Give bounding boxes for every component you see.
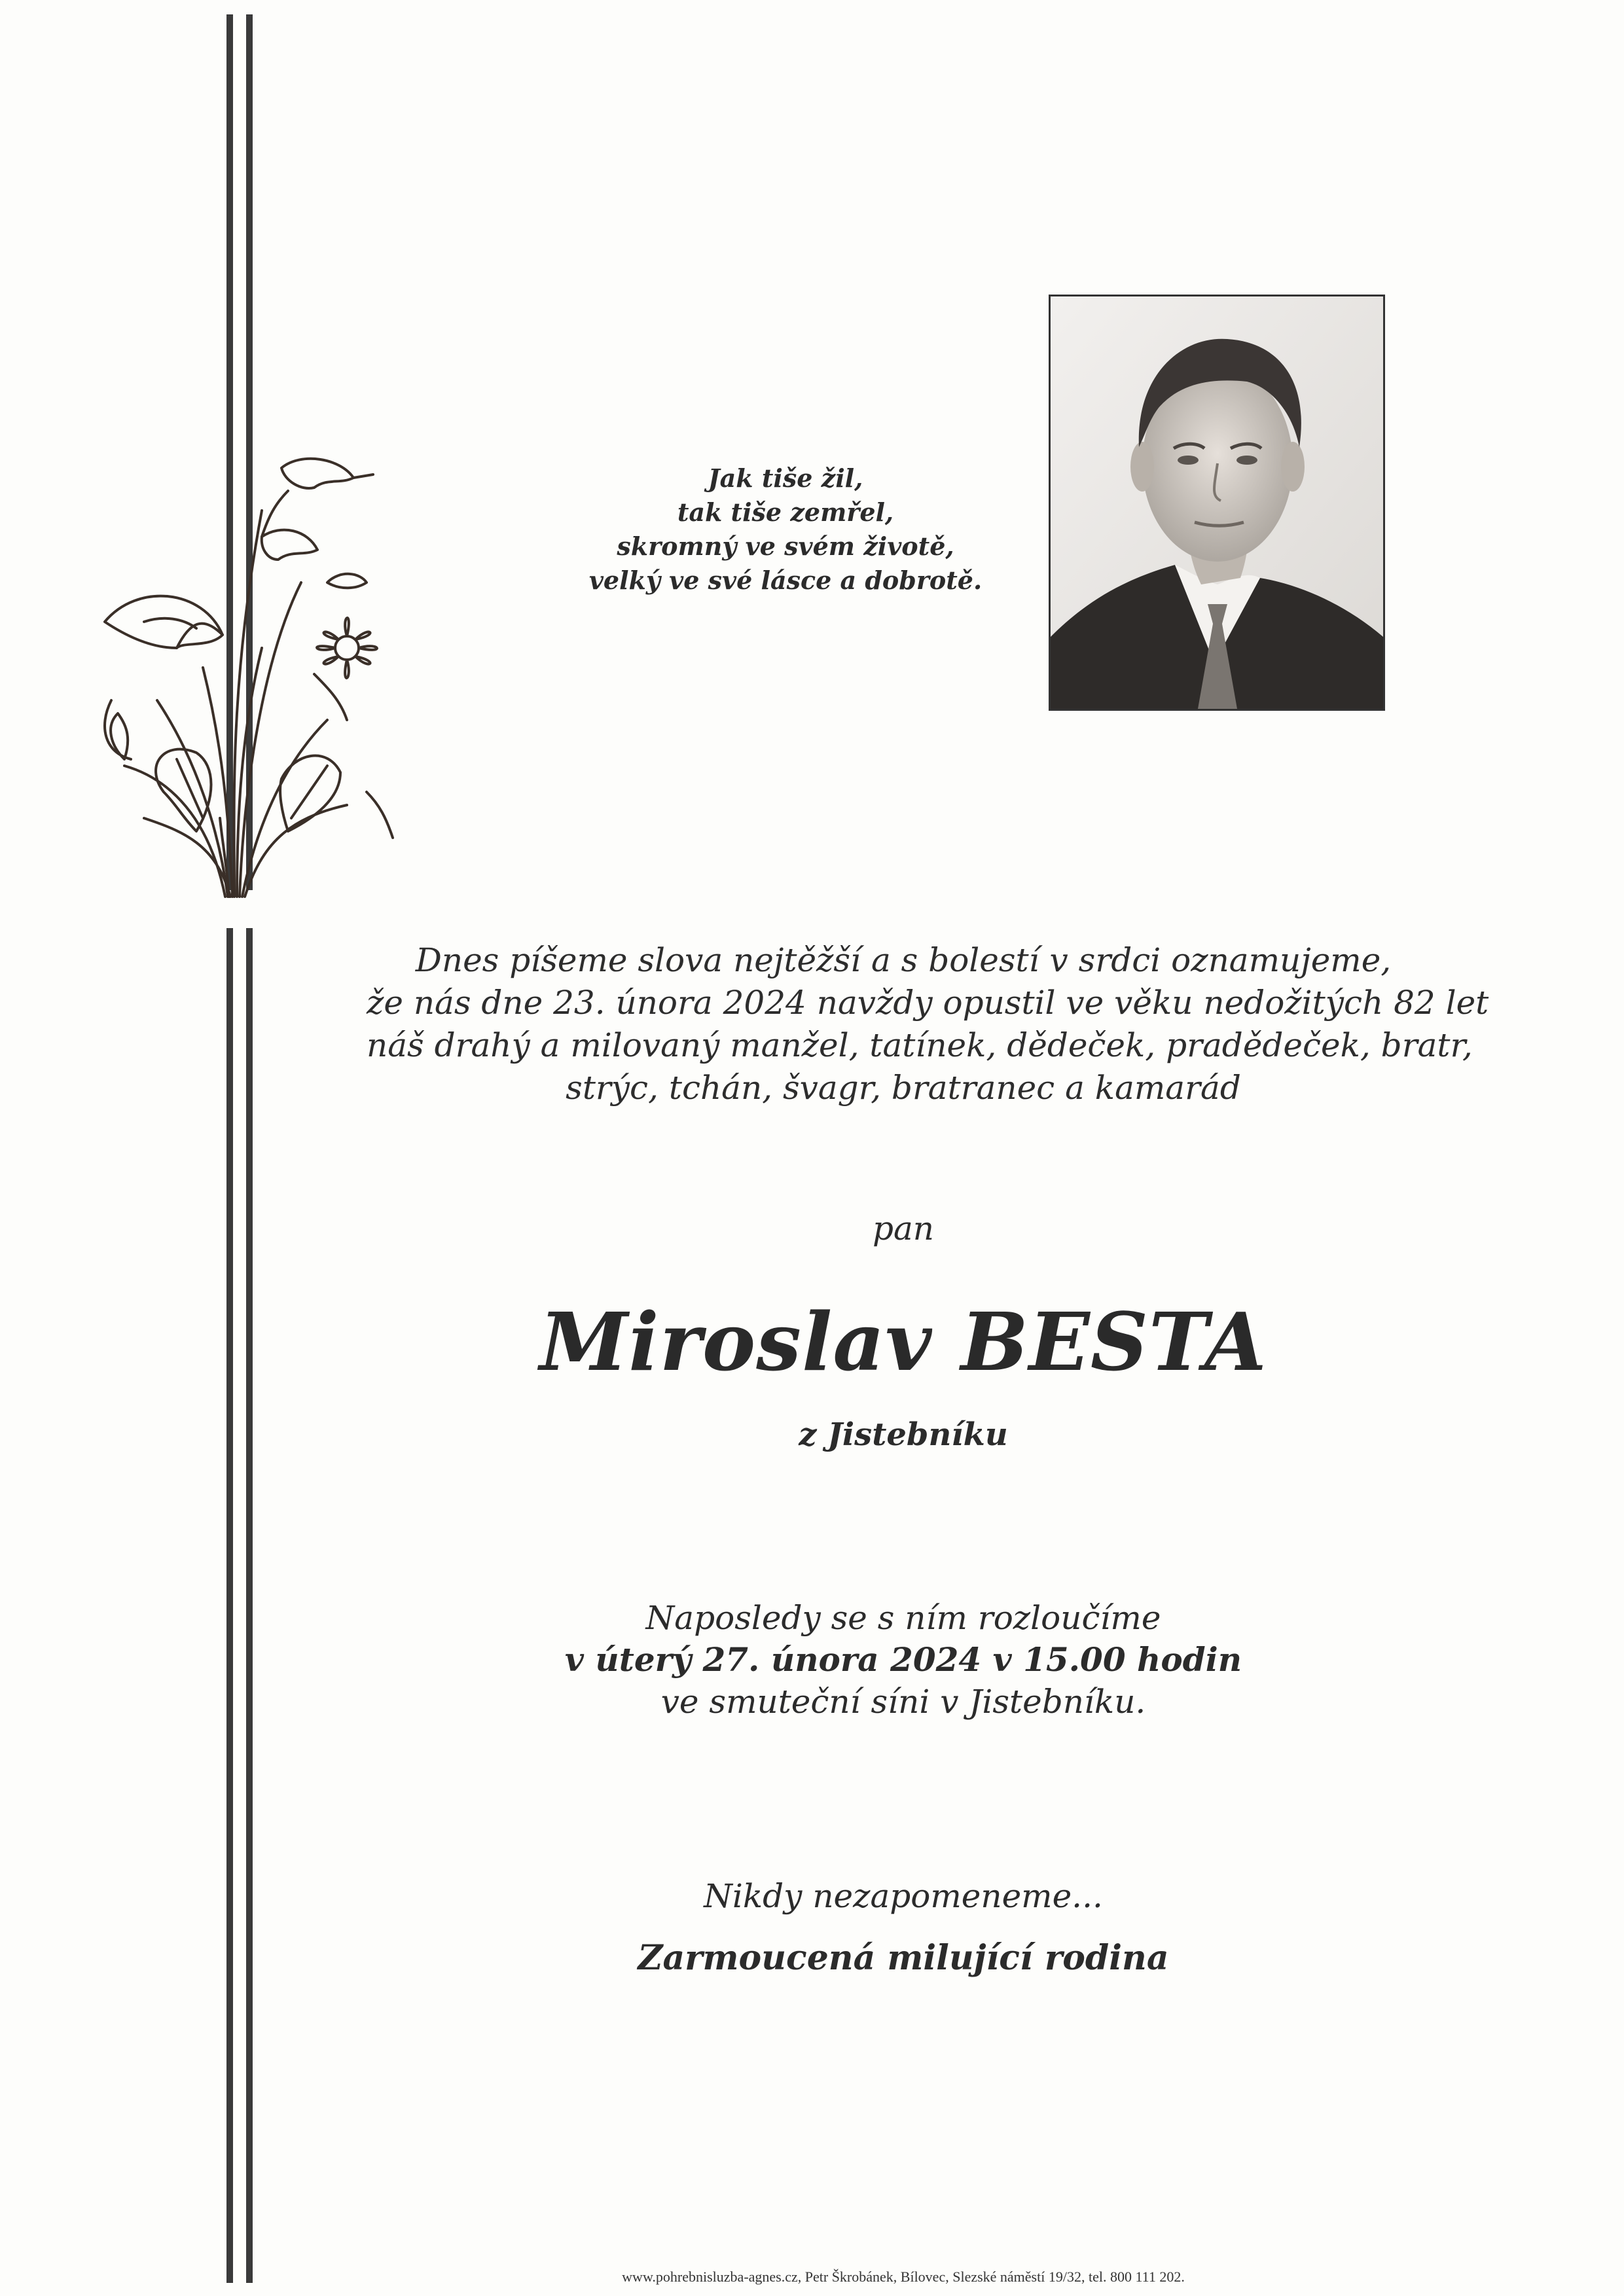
funeral-date-time: v úterý 27. února 2024 v 15.00 hodin	[564, 1640, 1242, 1679]
verse-line: skromný ve svém životě,	[617, 531, 954, 561]
announcement-line: že nás dne 23. února 2024 navždy opustil ve věku nedožitých 82 let	[367, 984, 1489, 1022]
announcement-line: náš drahý a milovaný manžel, tatínek, dědeček, pradědeček, bratr,	[367, 1026, 1473, 1064]
funeral-location: ve smuteční síni v Jistebníku.	[660, 1683, 1146, 1721]
verse-line: Jak tiše žil,	[708, 463, 863, 493]
honorific: pan	[872, 1210, 935, 1247]
portrait-photo	[1049, 295, 1385, 711]
calla-lily-bouquet-icon	[65, 452, 406, 903]
mourning-line-right-bottom	[246, 928, 253, 2283]
deceased-name: Miroslav BESTA	[539, 1295, 1267, 1389]
verse-line: tak tiše zemřel,	[677, 497, 894, 527]
announcement-line: strýc, tchán, švagr, bratranec a kamarád	[566, 1069, 1241, 1107]
family-signature: Zarmoucená milující rodina	[638, 1938, 1169, 1978]
announcement-text	[367, 939, 1489, 1109]
funeral-service-footer: www.pohrebnisluzba-agnes.cz, Petr Škrobánek, Bílovec, Slezské náměstí 19/32, tel. 800 111 202.	[622, 2269, 1185, 2285]
memorial-verse	[576, 461, 995, 598]
mourning-line-left-bottom	[226, 928, 233, 2283]
verse-line: velký ve své lásce a dobrotě.	[588, 565, 983, 595]
deceased-origin: z Jistebníku	[799, 1416, 1008, 1453]
funeral-line: Naposledy se s ním rozloučíme	[645, 1599, 1161, 1637]
never-forget-text: Nikdy nezapomeneme...	[704, 1877, 1103, 1915]
funeral-details	[367, 1597, 1440, 1723]
announcement-line: Dnes píšeme slova nejtěžší a s bolestí v srdci oznamujeme,	[415, 941, 1392, 979]
